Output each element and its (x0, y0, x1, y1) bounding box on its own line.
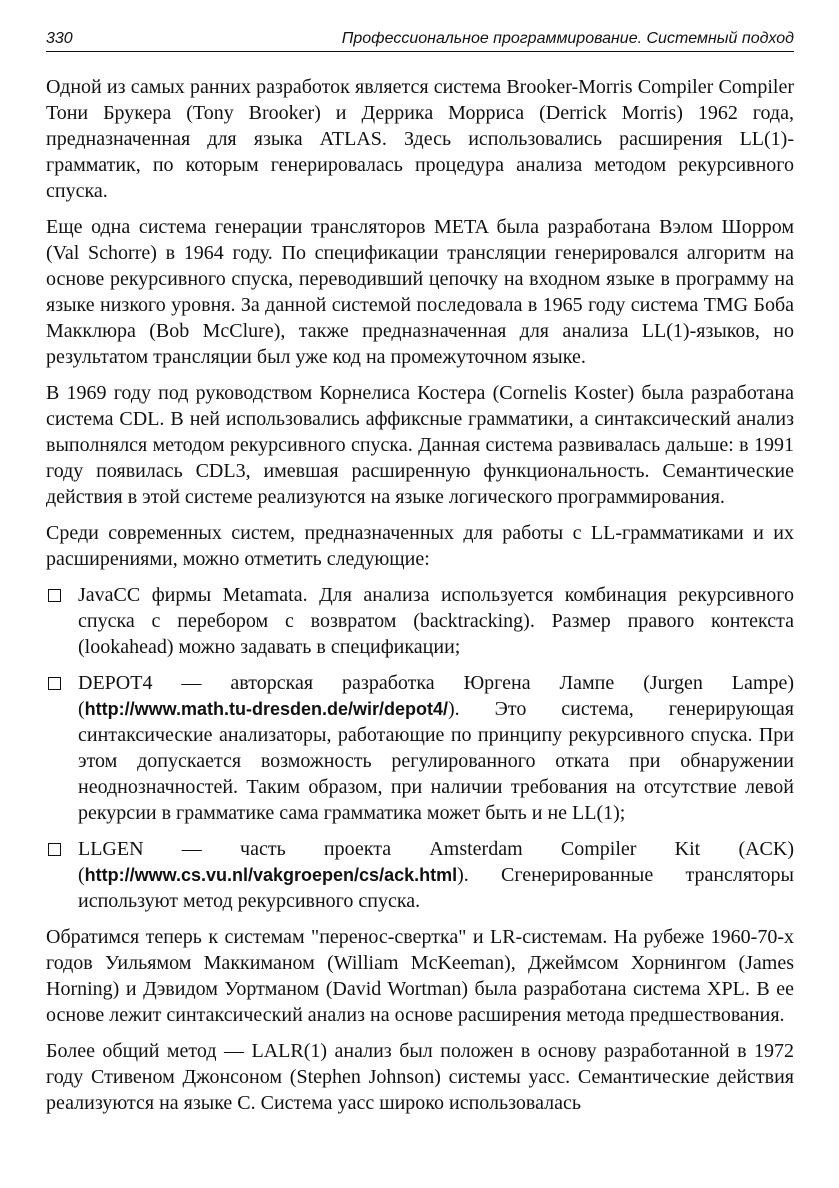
page-number: 330 (46, 30, 73, 47)
paragraph-modern-systems: Среди современных систем, предназначенных для работы с LL-грамматиками и их расширениями, можно отметить следующие: (46, 522, 794, 570)
depot4-url: http://www.math.tu-dresden.de/wir/depot4/ (84, 699, 449, 719)
book-page (46, 30, 794, 1126)
paragraph-cdl: В 1969 году под руководством Корнелиса Костера (Cornelis Koster) была разработана система CDL. В ней использовались аффиксные грамматики, а синтаксический анализ выполнялся методом рекурсивного спуска. Данная система развивалась дальше: в 1991 году появилась CDL3, имевшая расширенную функциональность. Семантические действия в этой системе реализуются на языке логического программирования. (46, 382, 794, 508)
paragraph-meta-tmg: Еще одна система генерации трансляторов META была разработана Вэлом Шорром (Val Schorre) в 1964 году. По спецификации трансляции генерировался алгоритм на основе рекурсивного спуска, переводивший цепочку на входном языке в программу на языке низкого уровня. За данной системой последовала в 1965 году система TMG Боба Макклюра (Bob McClure), также предназначенная для анализа LL(1)-языков, но результатом трансляции был уже код на промежуточном языке. (46, 216, 794, 368)
list-item-text-cont: ). Это система, генерирующая синтаксические анализаторы, работающие по принципу рекурсивного спуска. При этом допускается возможность регулированного отката при обнаружении неоднозначностей. Таким образом, при наличии требования на отсутствие левой рекурсии в грамматике сама грамматика может быть и не LL(1); (78, 698, 794, 824)
paragraph-xpl: Обратимся теперь к системам "перенос-свертка" и LR-системам. На рубеже 1960-70-х годов Уильямом Маккиманом (William McKeeman), Джеймсом Хорнингом (James Horning) и Дэвидом Уортманом (David Wortman) была разработана система XPL. В ее основе лежит синтаксический анализ на основе расширения метода предшествования. (46, 926, 794, 1026)
list-item (46, 836, 794, 914)
running-title: Профессиональное программирование. Системный подход (341, 30, 794, 47)
systems-list (46, 582, 794, 914)
paragraph-yacc: Более общий метод — LALR(1) анализ был положен в основу разработанной в 1972 году Стивеном Джонсоном (Stephen Johnson) системы yacc. Семантические действия реализуются на языке C. Система yacc широко использовалась (46, 1040, 794, 1114)
square-bullet-icon (48, 589, 61, 602)
square-bullet-icon (48, 843, 61, 856)
ack-url: http://www.cs.vu.nl/vakgroepen/cs/ack.html (84, 865, 458, 885)
page-header (46, 30, 794, 52)
paragraph-brooker-morris: Одной из самых ранних разработок является система Brooker-Morris Compiler Compiler Тони Брукера (Tony Brooker) и Деррика Морриса (Derrick Morris) 1962 года, предназначенная для языка ATLAS. Здесь использовались расширения LL(1)-грамматик, по которым генерировалась процедура анализа методом рекурсивного спуска. (46, 76, 794, 202)
list-item-text: JavaCC фирмы Metamata. Для анализа используется комбинация рекурсивного спуска с перебором с возвратом (backtracking). Размер правого контекста (lookahead) можно задавать в спецификации; (78, 584, 794, 658)
page-body (46, 74, 794, 1116)
list-item-text-cont: ). Сгенерированные трансляторы используют метод рекурсивного спуска. (78, 864, 794, 912)
square-bullet-icon (48, 677, 61, 690)
list-item (46, 670, 794, 826)
list-item (46, 582, 794, 660)
list-item-text: LLGEN — часть проекта Amsterdam Compiler Kit (ACK) ( (78, 838, 794, 886)
list-item-text: DEPOT4 — авторская разработка Юргена Лампе (Jurgen Lampe) ( (78, 672, 794, 720)
